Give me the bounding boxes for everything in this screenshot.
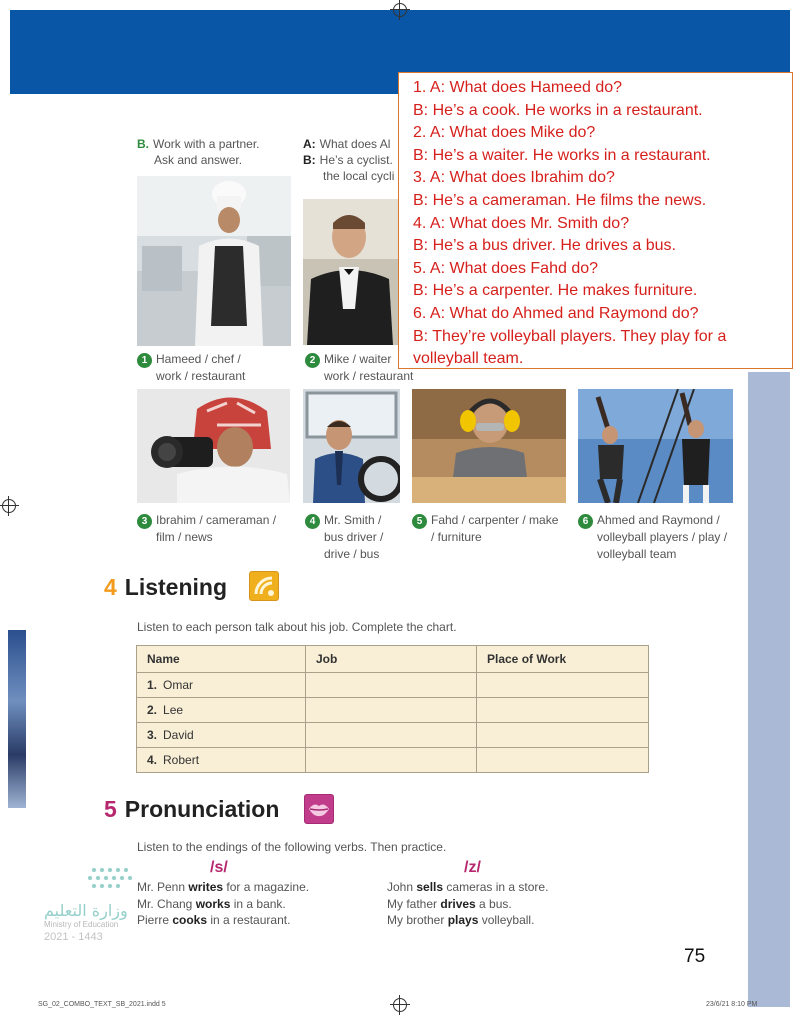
list-item: My father drives a bus. bbox=[387, 896, 512, 911]
page-number: 75 bbox=[684, 946, 706, 967]
registration-mark-icon bbox=[393, 998, 407, 1012]
place-cell[interactable] bbox=[477, 723, 649, 748]
answer-line: B: He’s a bus driver. He drives a bus. bbox=[413, 237, 676, 255]
footer-timestamp: 23/6/21 8:10 PM bbox=[706, 1001, 758, 1008]
photo-cameraman bbox=[137, 389, 290, 503]
example-dialog: A: What does Al B: He’s a cyclist. the local cycli bbox=[303, 137, 395, 183]
listening-chart bbox=[136, 645, 649, 773]
photo-bus-driver bbox=[303, 389, 400, 503]
z-sound-label: /z/ bbox=[464, 859, 481, 876]
chart-header-place: Place of Work bbox=[477, 646, 649, 673]
chart-header-row bbox=[137, 646, 649, 673]
answer-line: B: They’re volleyball players. They play for a bbox=[413, 327, 727, 345]
right-color-strip bbox=[748, 372, 790, 1007]
list-item: Pierre cooks in a restaurant. bbox=[137, 913, 291, 927]
job-cell[interactable] bbox=[306, 748, 477, 773]
answer-line: 5. A: What does Fahd do? bbox=[413, 259, 599, 277]
s-sound-label: /s/ bbox=[210, 859, 228, 876]
answer-line: B: He’s a waiter. He works in a restaurant. bbox=[413, 146, 711, 164]
photo-volleyball-players bbox=[578, 389, 733, 503]
answer-line: B: He’s a cameraman. He films the news. bbox=[413, 191, 707, 209]
listening-audio-icon[interactable] bbox=[249, 571, 279, 601]
table-row: 2. Lee bbox=[137, 698, 649, 723]
answer-line: 1. A: What does Hameed do? bbox=[413, 79, 623, 96]
job-cell[interactable] bbox=[306, 698, 477, 723]
pronunciation-instruction: Listen to the endings of the following verbs. Then practice. bbox=[137, 840, 447, 854]
answer-key-box bbox=[398, 72, 793, 369]
list-item: Mr. Penn writes for a magazine. bbox=[137, 880, 310, 894]
ministry-dots-logo-icon bbox=[44, 862, 184, 892]
answer-line: 6. A: What do Ahmed and Raymond do? bbox=[413, 304, 699, 322]
pronunciation-heading: 5 Pronunciation bbox=[104, 796, 280, 822]
answer-line: volleyball team. bbox=[413, 350, 524, 368]
left-edge-photo-strip bbox=[8, 630, 26, 808]
job-cell[interactable] bbox=[306, 673, 477, 698]
answer-line: 2. A: What does Mike do? bbox=[413, 124, 596, 142]
caption-6: 6 Ahmed and Raymond / volleyball players / play / volleyball team bbox=[578, 512, 727, 563]
answer-line: B: He’s a carpenter. He makes furniture. bbox=[413, 282, 698, 300]
caption-3: 3 Ibrahim / cameraman / film / news bbox=[137, 512, 276, 546]
list-item: Mr. Chang works in a bank. bbox=[137, 896, 286, 911]
job-cell[interactable] bbox=[306, 723, 477, 748]
z-sentences bbox=[387, 879, 548, 929]
photo-chef bbox=[137, 176, 291, 346]
ministry-watermark: وزارة التعليم Ministry of Education 2021 - 1443 bbox=[44, 862, 184, 952]
place-cell[interactable] bbox=[477, 698, 649, 723]
chart-header-job: Job bbox=[306, 646, 477, 673]
caption-2: 2 Mike / waiter work / restaurant bbox=[305, 351, 413, 385]
table-row: 4. Robert bbox=[137, 748, 649, 773]
list-item: John sells cameras in a store. bbox=[387, 880, 549, 894]
table-row: 3. David bbox=[137, 723, 649, 748]
answer-line: 3. A: What does Ibrahim do? bbox=[413, 169, 615, 187]
registration-mark-icon bbox=[393, 3, 407, 17]
listening-instruction: Listen to each person talk about his job. Complete the chart. bbox=[137, 620, 457, 634]
table-row: 1. Omar bbox=[137, 673, 649, 698]
place-cell[interactable] bbox=[477, 673, 649, 698]
answer-line: 4. A: What does Mr. Smith do? bbox=[413, 214, 630, 232]
chart-header-name: Name bbox=[137, 646, 306, 673]
answer-line: B: He’s a cook. He works in a restaurant. bbox=[413, 101, 703, 119]
photo-waiter bbox=[303, 199, 399, 345]
photo-carpenter bbox=[412, 389, 566, 503]
registration-mark-icon bbox=[2, 499, 16, 513]
section-b-instruction: B. Work with a partner. Ask and answer. bbox=[137, 137, 260, 167]
place-cell[interactable] bbox=[477, 748, 649, 773]
caption-1: 1 Hameed / chef / work / restaurant bbox=[137, 351, 245, 385]
caption-5: 5 Fahd / carpenter / make / furniture bbox=[412, 512, 558, 546]
pronunciation-lips-icon[interactable] bbox=[304, 794, 334, 824]
caption-4: 4 Mr. Smith / bus driver / drive / bus bbox=[305, 512, 383, 563]
listening-heading: 4 Listening bbox=[104, 574, 228, 600]
footer-file-info: SG_02_COMBO_TEXT_SB_2021.indd 5 bbox=[38, 1001, 166, 1008]
list-item: My brother plays volleyball. bbox=[387, 913, 535, 927]
